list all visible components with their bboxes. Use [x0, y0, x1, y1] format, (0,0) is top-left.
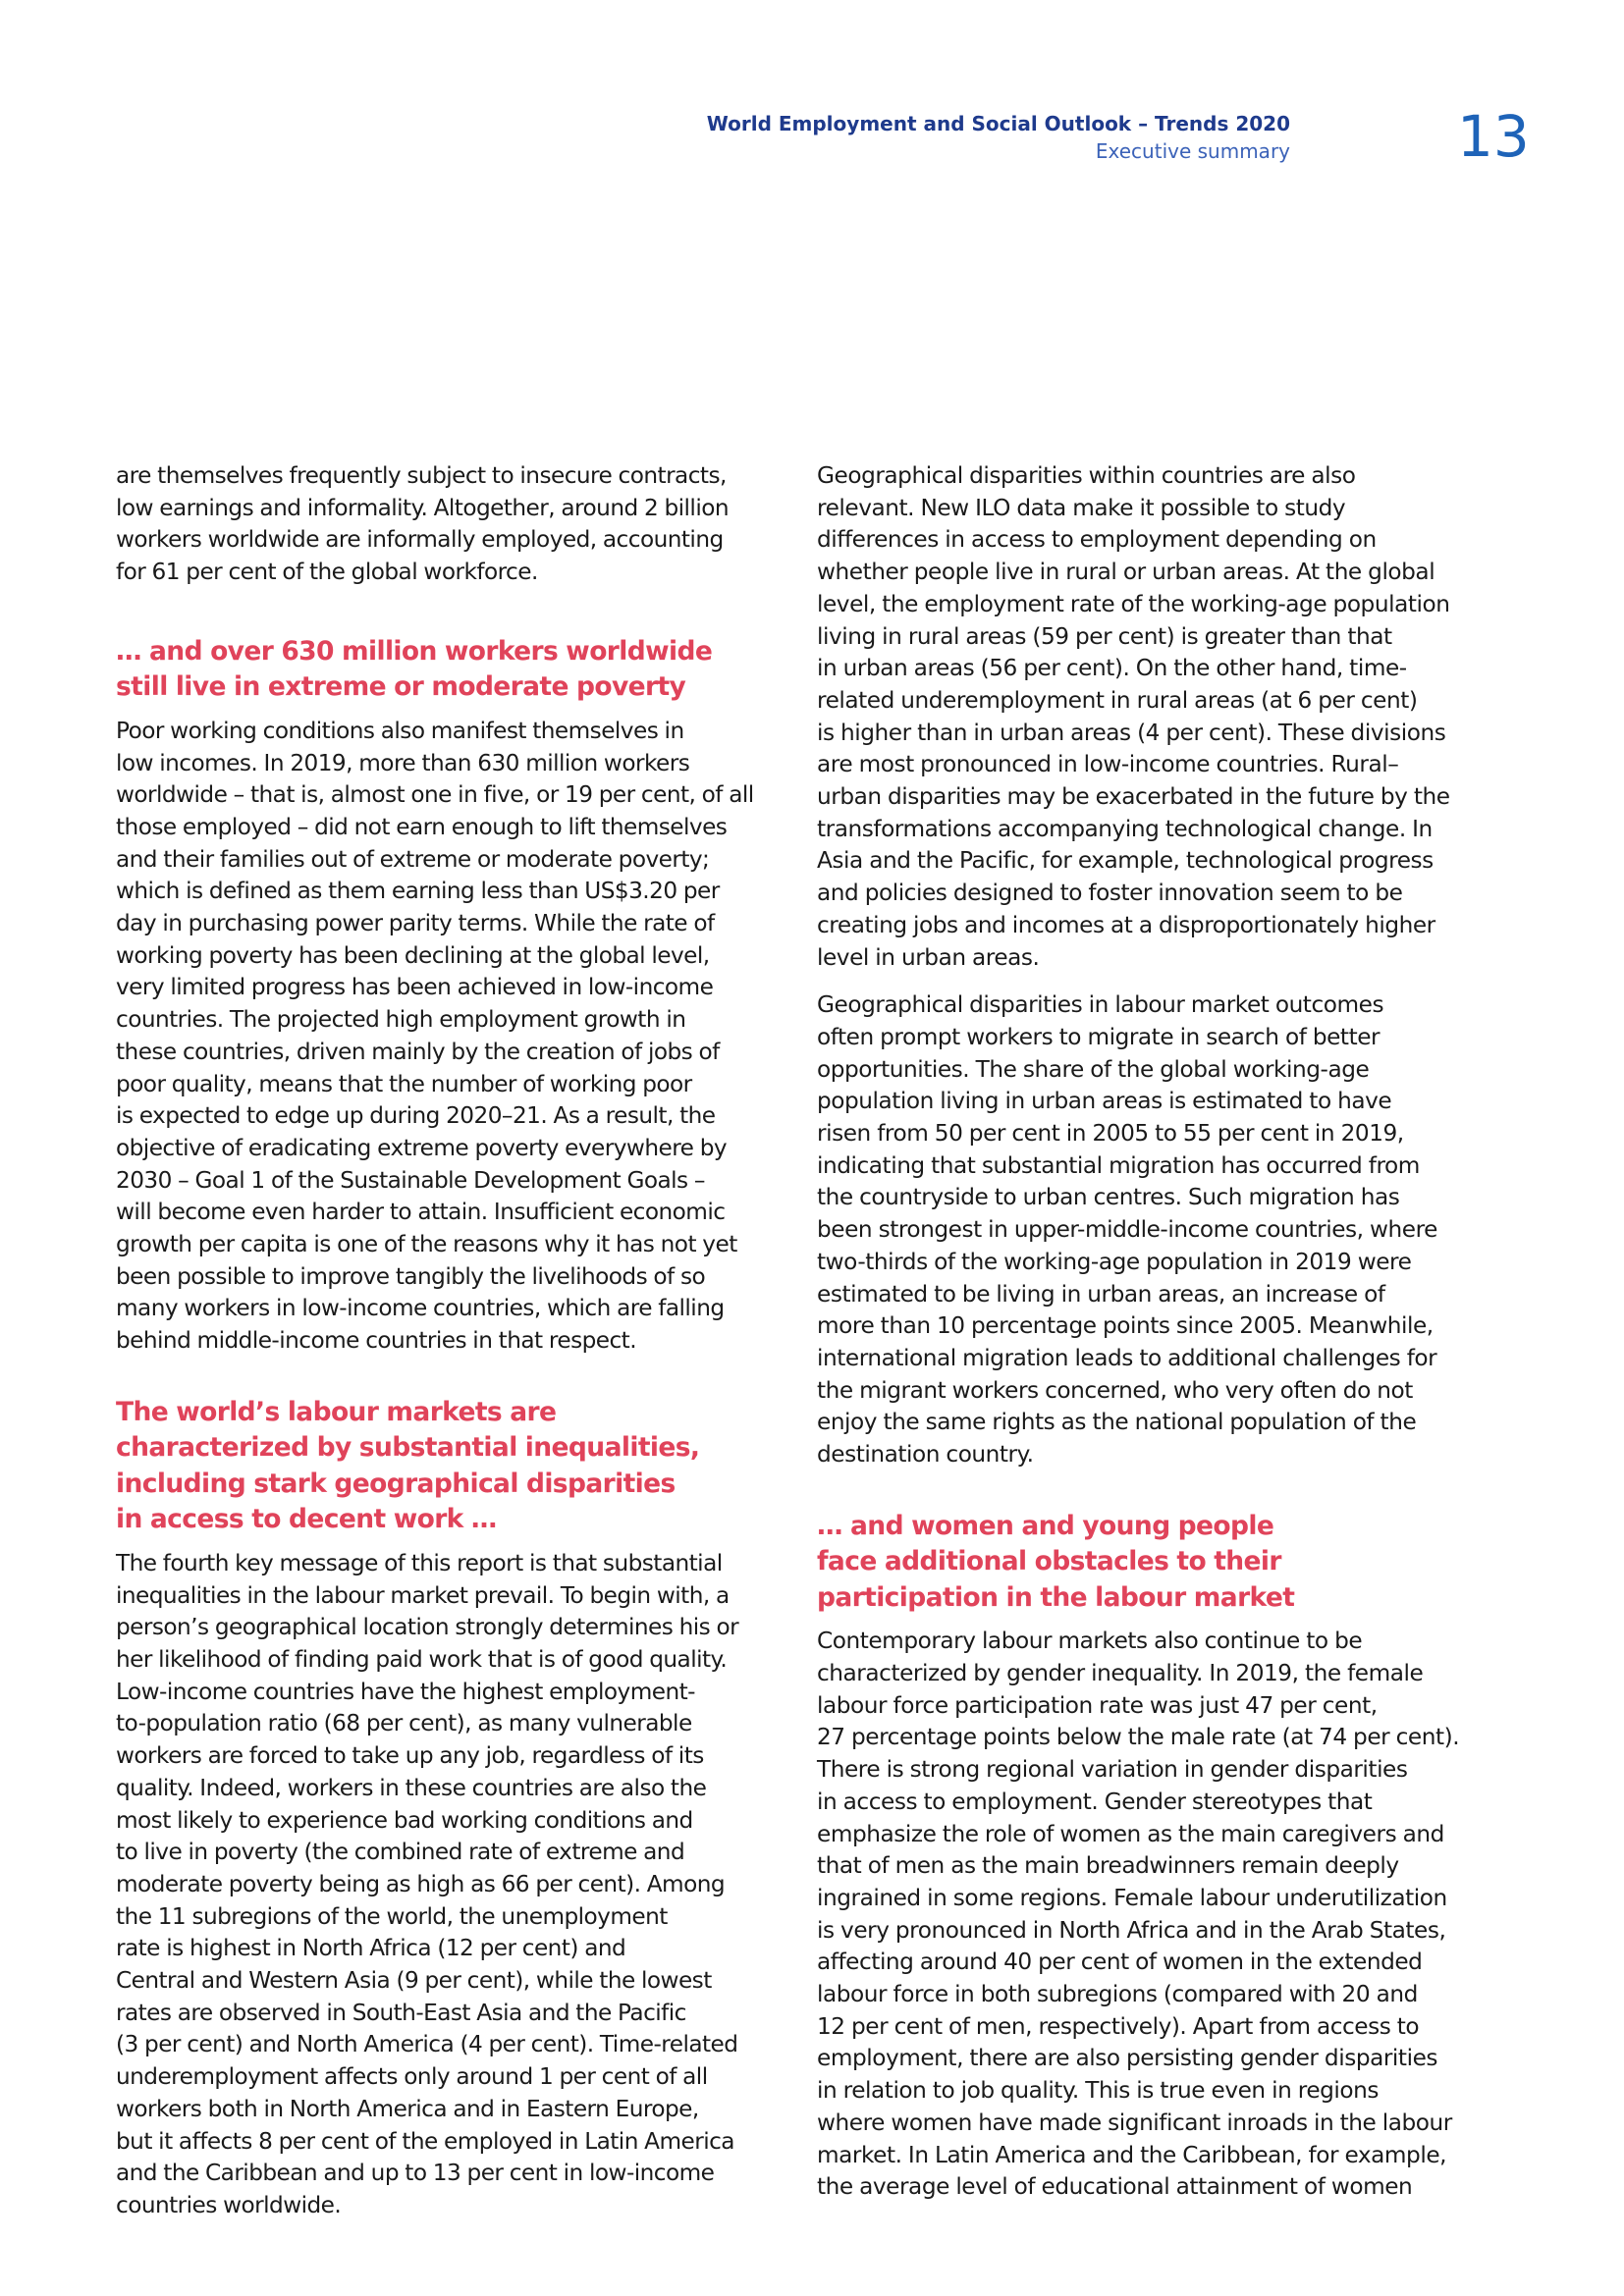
section-heading: [116, 1395, 787, 1538]
paragraph: [116, 716, 787, 1358]
text-line: behind middle-income countries in that respect.: [116, 1327, 637, 1355]
text-line: and policies designed to foster innovation seem to be: [817, 880, 1403, 907]
text-line: inequalities in the labour market prevail. To begin with, a: [116, 1581, 730, 1609]
text-line: and their families out of extreme or moderate poverty;: [116, 845, 710, 873]
text-line: are themselves frequently subject to insecure contracts,: [116, 462, 727, 489]
page-number: 13: [1457, 103, 1530, 170]
text-line: for 61 per cent of the global workforce.: [116, 559, 538, 586]
text-line: where women have made significant inroads in the labour: [817, 2109, 1452, 2136]
text-line: the 11 subregions of the world, the unemployment: [116, 1902, 668, 1930]
text-line: There is strong regional variation in gender disparities: [817, 1756, 1408, 1784]
text-line: often prompt workers to migrate in search of better: [817, 1023, 1380, 1050]
text-line: … and women and young people: [817, 1510, 1274, 1541]
text-line: international migration leads to additional challenges for: [817, 1344, 1437, 1371]
text-line: (3 per cent) and North America (4 per cent). Time-related: [116, 2031, 738, 2058]
paragraph: [116, 460, 787, 589]
text-line: low incomes. In 2019, more than 630 million workers: [116, 749, 690, 776]
text-line: in relation to job quality. This is true even in regions: [817, 2077, 1380, 2105]
text-line: objective of eradicating extreme poverty everywhere by: [116, 1134, 728, 1161]
text-line: Poor working conditions also manifest themselves in: [116, 717, 684, 744]
text-line: quality. Indeed, workers in these countries are also the: [116, 1774, 707, 1801]
text-line: and the Caribbean and up to 13 per cent in low-income: [116, 2160, 715, 2187]
left-column: [116, 460, 787, 2238]
text-line: labour force participation rate was just 47 per cent,: [817, 1691, 1378, 1719]
text-line: are most pronounced in low-income countries. Rural–: [817, 751, 1399, 778]
text-line: the average level of educational attainment of women: [817, 2173, 1413, 2201]
text-line: living in rural areas (59 per cent) is greater than that: [817, 622, 1392, 650]
running-header: [707, 110, 1290, 165]
text-line: to live in poverty (the combined rate of extreme and: [116, 1839, 685, 1866]
text-line: estimated to be living in urban areas, an increase of: [817, 1280, 1385, 1308]
text-line: emphasize the role of women as the main caregivers and: [817, 1820, 1444, 1847]
text-line: urban disparities may be exacerbated in the future by the: [817, 783, 1450, 811]
text-line: two-thirds of the working-age population in 2019 were: [817, 1248, 1412, 1275]
text-line: level, the employment rate of the working-age population: [817, 590, 1450, 617]
text-line: been strongest in upper-middle-income countries, where: [817, 1216, 1437, 1244]
text-line: underemployment affects only around 1 per cent of all: [116, 2063, 708, 2091]
text-line: indicating that substantial migration has occurred from: [817, 1151, 1420, 1179]
text-line: opportunities. The share of the global working-age: [817, 1055, 1370, 1083]
section-heading: [817, 1509, 1494, 1617]
text-line: that of men as the main breadwinners remain deeply: [817, 1852, 1399, 1880]
text-line: working poverty has been declining at the global level,: [116, 941, 710, 969]
text-line: The fourth key message of this report is that substantial: [116, 1549, 723, 1576]
text-line: Contemporary labour markets also continue to be: [817, 1628, 1363, 1655]
section-heading: [116, 634, 787, 706]
text-line: in access to employment. Gender stereotypes that: [817, 1788, 1373, 1815]
paragraph: [817, 1626, 1494, 2204]
text-line: Low-income countries have the highest employment-: [116, 1678, 695, 1705]
text-line: enjoy the same rights as the national population of the: [817, 1409, 1417, 1436]
text-line: moderate poverty being as high as 66 per cent). Among: [116, 1870, 726, 1897]
text-line: most likely to experience bad working conditions and: [116, 1806, 693, 1834]
text-line: The world’s labour markets are: [116, 1396, 557, 1427]
text-line: countries worldwide.: [116, 2191, 342, 2218]
right-column: [817, 460, 1494, 2219]
text-line: rates are observed in South-East Asia and the Pacific: [116, 1999, 686, 2026]
text-line: low earnings and informality. Altogether, around 2 billion: [116, 494, 729, 521]
text-line: poor quality, means that the number of working poor: [116, 1070, 692, 1097]
text-line: more than 10 percentage points since 2005. Meanwhile,: [817, 1312, 1434, 1340]
text-line: the migrant workers concerned, who very often do not: [817, 1376, 1413, 1404]
text-line: those employed – did not earn enough to lift themselves: [116, 813, 728, 840]
text-line: been possible to improve tangibly the livelihoods of so: [116, 1262, 706, 1290]
text-line: whether people live in rural or urban areas. At the global: [817, 559, 1435, 586]
text-line: still live in extreme or moderate poverty: [116, 671, 686, 703]
text-line: workers worldwide are informally employed, accounting: [116, 526, 724, 554]
text-line: employment, there are also persisting gender disparities: [817, 2045, 1438, 2072]
text-line: affecting around 40 per cent of women in the extended: [817, 1949, 1423, 1976]
text-line: related underemployment in rural areas (at 6 per cent): [817, 686, 1418, 714]
text-line: ingrained in some regions. Female labour underutilization: [817, 1884, 1447, 1911]
text-line: very limited progress has been achieved in low-income: [116, 974, 714, 1001]
text-line: but it affects 8 per cent of the employed in Latin America: [116, 2127, 734, 2155]
text-line: including stark geographical disparities: [116, 1468, 676, 1499]
text-line: which is defined as them earning less than US$3.20 per: [116, 878, 720, 905]
text-line: characterized by gender inequality. In 2019, the female: [817, 1660, 1424, 1686]
text-line: population living in urban areas is estimated to have: [817, 1088, 1392, 1115]
text-line: is very pronounced in North Africa and in the Arab States,: [817, 1916, 1446, 1944]
text-line: transformations accompanying technological change. In: [817, 815, 1433, 842]
text-line: risen from 50 per cent in 2005 to 55 per cent in 2019,: [817, 1120, 1404, 1148]
report-title: World Employment and Social Outlook – Trends 2020: [706, 112, 1290, 135]
text-line: growth per capita is one of the reasons why it has not yet: [116, 1231, 737, 1258]
text-line: labour force in both subregions (compared with 20 and: [817, 1981, 1418, 2008]
text-line: in urban areas (56 per cent). On the other hand, time-: [817, 655, 1407, 682]
text-line: is expected to edge up during 2020–21. As a result, the: [116, 1102, 716, 1130]
text-line: market. In Latin America and the Caribbean, for example,: [817, 2141, 1447, 2168]
paragraph: [116, 1548, 787, 2222]
text-line: in access to decent work …: [116, 1504, 497, 1535]
paragraph: [817, 989, 1494, 1471]
text-line: is higher than in urban areas (4 per cent). These divisions: [817, 719, 1446, 746]
text-line: destination country.: [817, 1441, 1034, 1468]
text-line: will become even harder to attain. Insufficient economic: [116, 1199, 726, 1226]
text-line: 27 percentage points below the male rate (at 74 per cent).: [817, 1724, 1460, 1751]
text-line: day in purchasing power parity terms. While the rate of: [116, 910, 715, 937]
text-line: person’s geographical location strongly determines his or: [116, 1614, 739, 1641]
text-line: countries. The projected high employment growth in: [116, 1006, 686, 1034]
text-line: 12 per cent of men, respectively). Apart from access to: [817, 2012, 1420, 2040]
text-line: workers are forced to take up any job, regardless of its: [116, 1742, 704, 1770]
text-line: level in urban areas.: [817, 943, 1040, 971]
text-line: the countryside to urban centres. Such migration has: [817, 1184, 1400, 1211]
text-line: worldwide – that is, almost one in five, or 19 per cent, of all: [116, 781, 754, 809]
text-line: Central and Western Asia (9 per cent), while the lowest: [116, 1967, 712, 1995]
text-line: her likelihood of finding paid work that is of good quality.: [116, 1645, 728, 1673]
text-line: 2030 – Goal 1 of the Sustainable Development Goals –: [116, 1166, 705, 1194]
text-line: characterized by substantial inequalities,: [116, 1432, 700, 1464]
text-line: creating jobs and incomes at a disproportionately higher: [817, 911, 1435, 938]
text-line: Geographical disparities within countries are also: [817, 462, 1356, 489]
text-line: participation in the labour market: [817, 1581, 1295, 1613]
text-line: Asia and the Pacific, for example, technological progress: [817, 847, 1434, 875]
text-line: workers both in North America and in Eastern Europe,: [116, 2095, 699, 2122]
text-line: differences in access to employment depending on: [817, 526, 1377, 554]
text-line: to-population ratio (68 per cent), as many vulnerable: [116, 1710, 692, 1737]
paragraph: [817, 460, 1494, 974]
text-line: Geographical disparities in labour market outcomes: [817, 991, 1384, 1019]
text-line: face additional obstacles to their: [817, 1546, 1281, 1577]
text-line: relevant. New ILO data make it possible to study: [817, 494, 1346, 521]
text-line: rate is highest in North Africa (12 per cent) and: [116, 1935, 626, 1962]
text-line: these countries, driven mainly by the creation of jobs of: [116, 1038, 720, 1065]
section-subtitle: Executive summary: [1095, 139, 1290, 163]
text-line: many workers in low-income countries, which are falling: [116, 1295, 725, 1322]
text-line: … and over 630 million workers worldwide: [116, 635, 713, 667]
